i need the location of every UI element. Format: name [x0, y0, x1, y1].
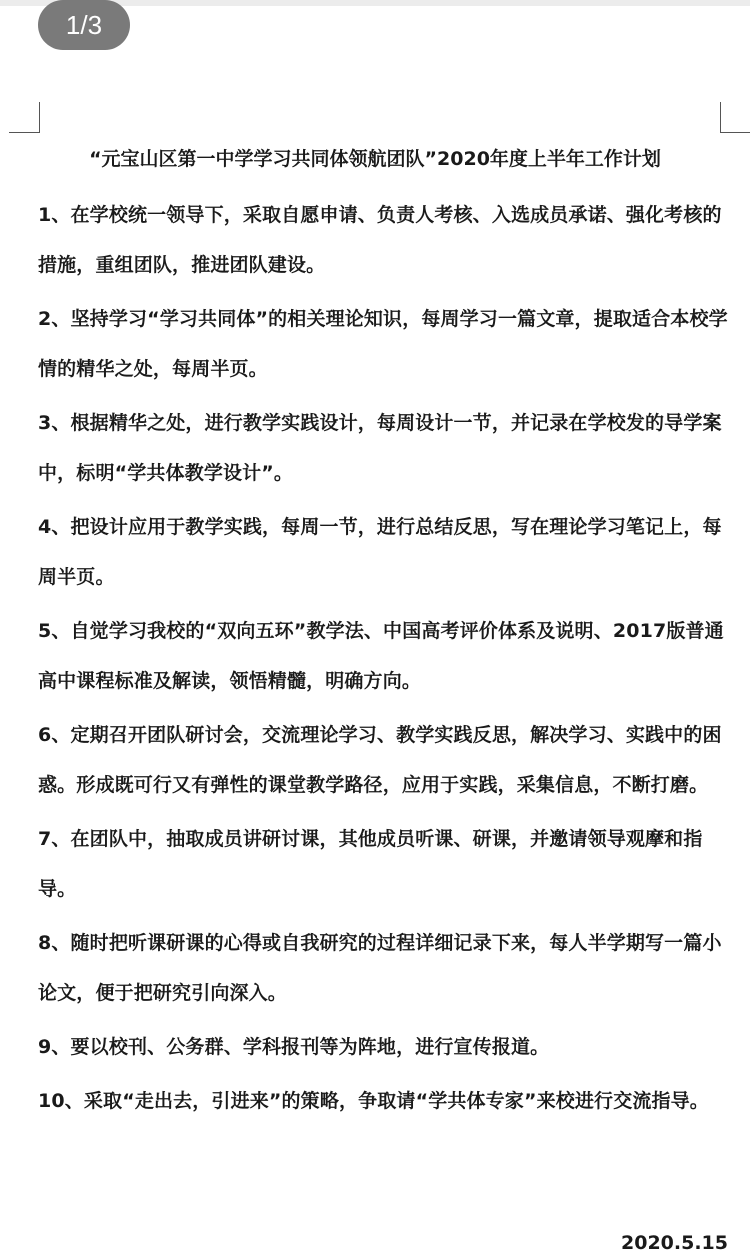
plan-item: 9、要以校刊、公务群、学科报刊等为阵地，进行宣传报道。	[38, 1036, 550, 1058]
plan-item: 3、根据精华之处，进行教学实践设计，每周设计一节，并记录在学校发的导学案中，标明“学共体教学设计”。	[38, 412, 722, 484]
plan-item: 5、自觉学习我校的“双向五环”教学法、中国高考评价体系及说明、2017版普通高中课程标准及解读，领悟精髓，明确方向。	[38, 620, 724, 692]
plan-item: 2、坚持学习“学习共同体”的相关理论知识，每周学习一篇文章，提取适合本校学情的精华之处，每周半页。	[38, 308, 728, 380]
document-title: “元宝山区第一中学学习共同体领航团队”2020年度上半年工作计划	[89, 148, 661, 170]
plan-item: 4、把设计应用于教学实践，每周一节，进行总结反思，写在理论学习笔记上，每周半页。	[38, 516, 722, 588]
plan-item: 8、随时把听课研课的心得或自我研究的过程详细记录下来，每人半学期写一篇小论文，便于把研究引向深入。	[38, 932, 722, 1004]
document-page	[0, 6, 750, 1260]
plan-item: 1、在学校统一领导下，采取自愿申请、负责人考核、入选成员承诺、强化考核的措施，重组团队，推进团队建设。	[38, 204, 722, 276]
page-indicator-badge: 1/3	[38, 0, 130, 50]
plan-item: 10、采取“走出去，引进来”的策略，争取请“学共体专家”来校进行交流指导。	[38, 1090, 709, 1112]
page-corner-mark-right	[720, 102, 750, 133]
plan-item: 6、定期召开团队研讨会，交流理论学习、教学实践反思，解决学习、实践中的困惑。形成既可行又有弹性的课堂教学路径，应用于实践，采集信息，不断打磨。	[38, 724, 722, 796]
document-date: 2020.5.15	[621, 1232, 728, 1254]
plan-item-list	[38, 190, 728, 1130]
page-corner-mark-left	[9, 102, 40, 133]
plan-item: 7、在团队中，抽取成员讲研讨课，其他成员听课、研课，并邀请领导观摩和指导。	[38, 828, 703, 900]
